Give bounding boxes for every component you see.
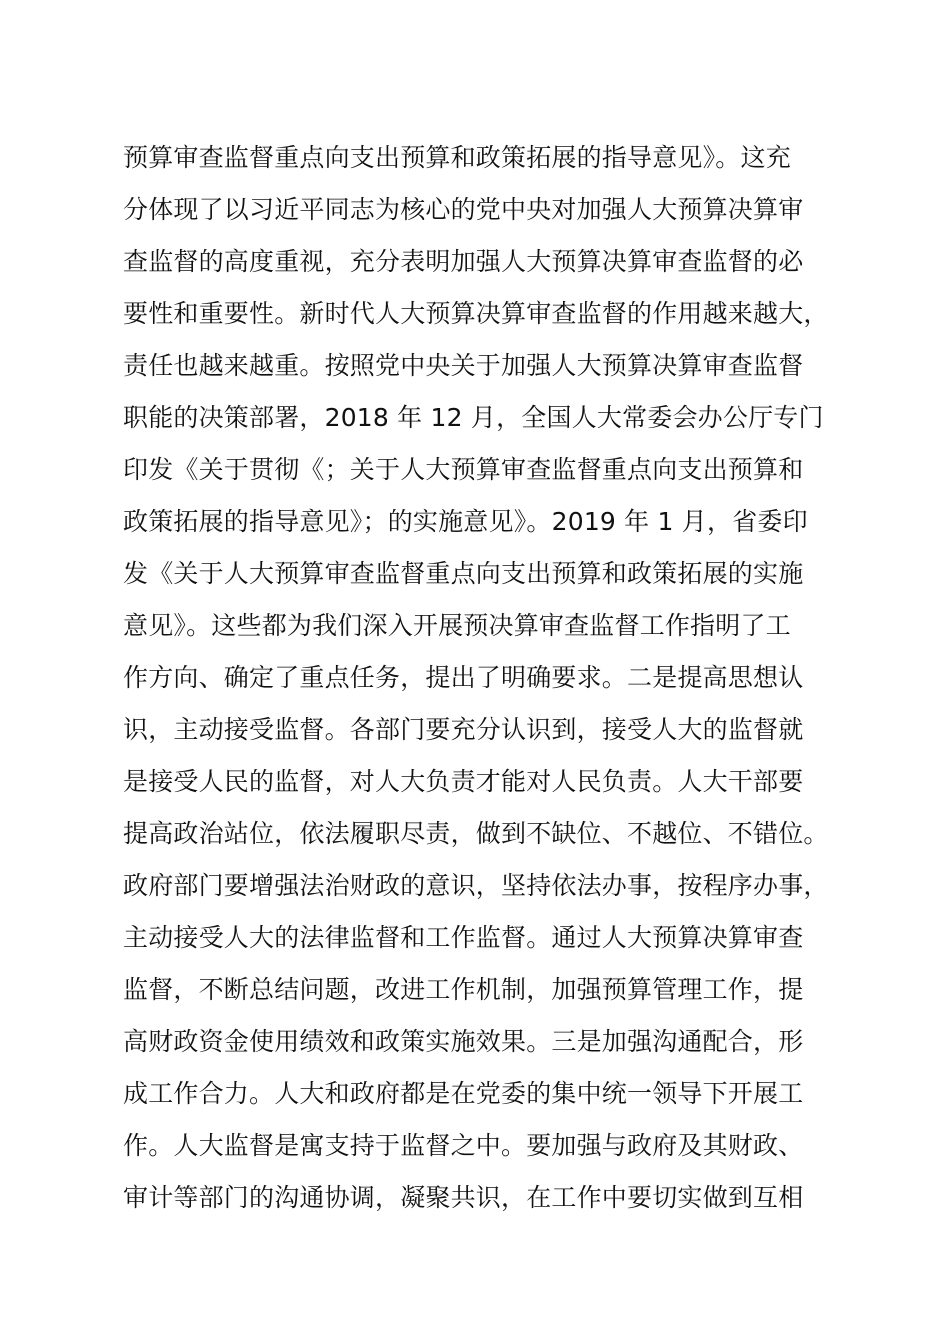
text-line: 政策拓展的指导意见》；的实施意见》。2019 年 1 月，省委印 xyxy=(123,507,808,536)
text-line: 查监督的高度重视，充分表明加强人大预算决算审查监督的必 xyxy=(123,247,804,276)
text-line: 主动接受人大的法律监督和工作监督。通过人大预算决算审查 xyxy=(123,923,804,952)
body-paragraph xyxy=(123,132,863,1224)
text-line: 发《关于人大预算审查监督重点向支出预算和政策拓展的实施 xyxy=(123,559,804,588)
text-line: 识，主动接受监督。各部门要充分认识到，接受人大的监督就 xyxy=(123,715,804,744)
text-line: 成工作合力。人大和政府都是在党委的集中统一领导下开展工 xyxy=(123,1079,804,1108)
text-line: 预算审查监督重点向支出预算和政策拓展的指导意见》。这充 xyxy=(123,143,791,172)
text-line: 分体现了以习近平同志为核心的党中央对加强人大预算决算审 xyxy=(123,195,804,224)
text-line: 审计等部门的沟通协调，凝聚共识，在工作中要切实做到互相 xyxy=(123,1183,804,1212)
text-line: 意见》。这些都为我们深入开展预决算审查监督工作指明了工 xyxy=(123,611,791,640)
text-line: 监督，不断总结问题，改进工作机制，加强预算管理工作，提 xyxy=(123,975,804,1004)
text-line: 责任也越来越重。按照党中央关于加强人大预算决算审查监督 xyxy=(123,351,804,380)
text-line: 要性和重要性。新时代人大预算决算审查监督的作用越来越大， xyxy=(123,299,829,328)
text-line: 高财政资金使用绩效和政策实施效果。三是加强沟通配合，形 xyxy=(123,1027,804,1056)
text-line: 提高政治站位，依法履职尽责，做到不缺位、不越位、不错位。 xyxy=(123,819,829,848)
text-line: 政府部门要增强法治财政的意识，坚持依法办事，按程序办事， xyxy=(123,871,829,900)
text-line: 作。人大监督是寓支持于监督之中。要加强与政府及其财政、 xyxy=(123,1131,804,1160)
text-line: 印发《关于贯彻《；关于人大预算审查监督重点向支出预算和 xyxy=(123,455,804,484)
text-line: 作方向、确定了重点任务，提出了明确要求。二是提高思想认 xyxy=(123,663,804,692)
text-line: 是接受人民的监督，对人大负责才能对人民负责。人大干部要 xyxy=(123,767,804,796)
text-line: 职能的决策部署，2018 年 12 月，全国人大常委会办公厅专门 xyxy=(123,403,824,432)
